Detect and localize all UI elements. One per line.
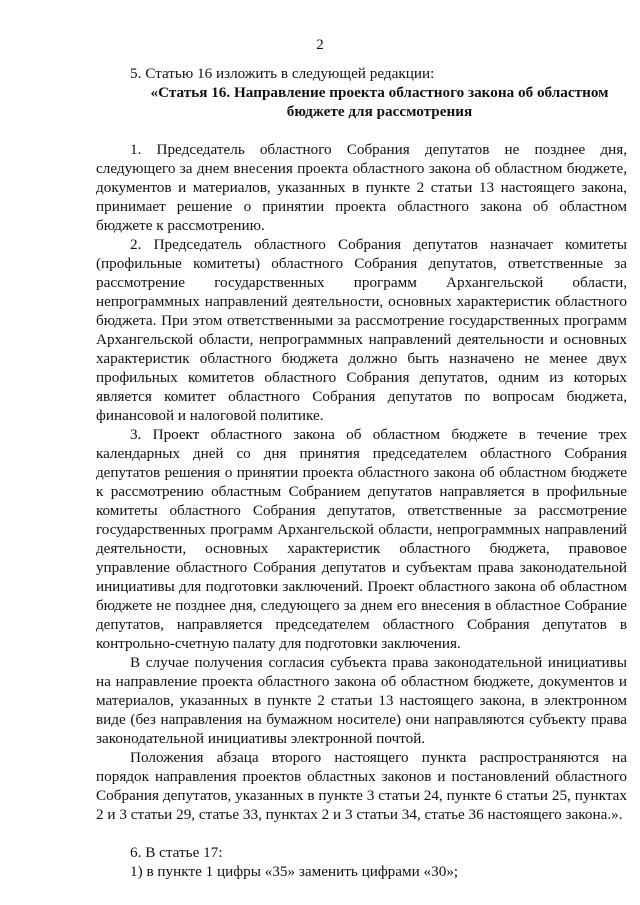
article-paragraph-2: 2. Председатель областного Собрания депутатов назначает комитеты (профильные комитеты) областного Собрания депутатов, ответственные за рассмотрение государственных программ Архангельской области, непрограммных направлений деятельности, основных характеристик областного бюджета. При этом ответственными за рассмотрение государственных программ Архангельской области, непрограммных направлений деятельности и основных характеристик областного бюджета должно быть назначено не менее двух профильных комитетов областного Собрания депутатов, одним из которых является комитет областного Собрания депутатов по вопросам бюджета, финансовой и налоговой политике.: [96, 236, 627, 424]
article-paragraph-3-part-3: Положения абзаца второго настоящего пункта распространяются на порядок направления проектов областных законов и постановлений областного Собрания депутатов, указанных в пункте 3 статьи 24, пункте 6 статьи 25, пунктах 2 и 3 статьи 29, статье 33, пунктах 2 и 3 статьи 34, статье 36 настоящего закона.».: [96, 749, 627, 823]
page-number: 2: [316, 37, 324, 53]
amendment-item-6: 6. В статье 17:: [130, 844, 223, 861]
spacer: [96, 121, 627, 140]
article-paragraph-1: 1. Председатель областного Собрания депутатов не позднее дня, следующего за днем внесения проекта областного закона об областном бюджете, документов и материалов, указанных в пункте 2 статьи 13 настоящего закона, принимает решение о принятии проекта областного закона об областном бюджете к рассмотрению.: [96, 141, 627, 234]
article-heading: [96, 83, 627, 121]
spacer: [96, 824, 627, 843]
article-heading-line-2: бюджете для рассмотрения: [286, 103, 473, 120]
article-heading-line-1: «Статья 16. Направление проекта областного закона об областном: [150, 84, 609, 101]
amendment-item-6-1: 1) в пункте 1 цифры «35» заменить цифрами «30»;: [130, 863, 459, 880]
amendment-lead: 5. Статью 16 изложить в следующей редакции:: [130, 65, 435, 82]
article-paragraph-3: 3. Проект областного закона об областном бюджете в течение трех календарных дней со дня принятия председателем областного Собрания депутатов решения о принятии проекта областного закона об областном бюджете к рассмотрению областным Собранием депутатов направляется в профильные комитеты областного Собрания депутатов, ответственные за рассмотрение государственных программ Архангельской области, непрограммных направлений деятельности, основных характеристик областного бюджета, правовое управление областного Собрания депутатов и субъектам права законодательной инициативы для подготовки заключений. Проект областного закона об областном бюджете не позднее дня, следующего за днем его внесения в областное Собрание депутатов, направляется председателем областного Собрания депутатов в контрольно-счетную палату для подготовки заключения.: [96, 426, 627, 652]
article-paragraph-3-part-2: В случае получения согласия субъекта права законодательной инициативы на направление проекта областного закона об областном бюджете, документов и материалов, указанных в пункте 2 статьи 13 настоящего закона, в электронном виде (без направления на бумажном носителе) они направляются субъекту права законодательной инициативы электронной почтой.: [96, 654, 627, 747]
document-body: [96, 64, 627, 881]
